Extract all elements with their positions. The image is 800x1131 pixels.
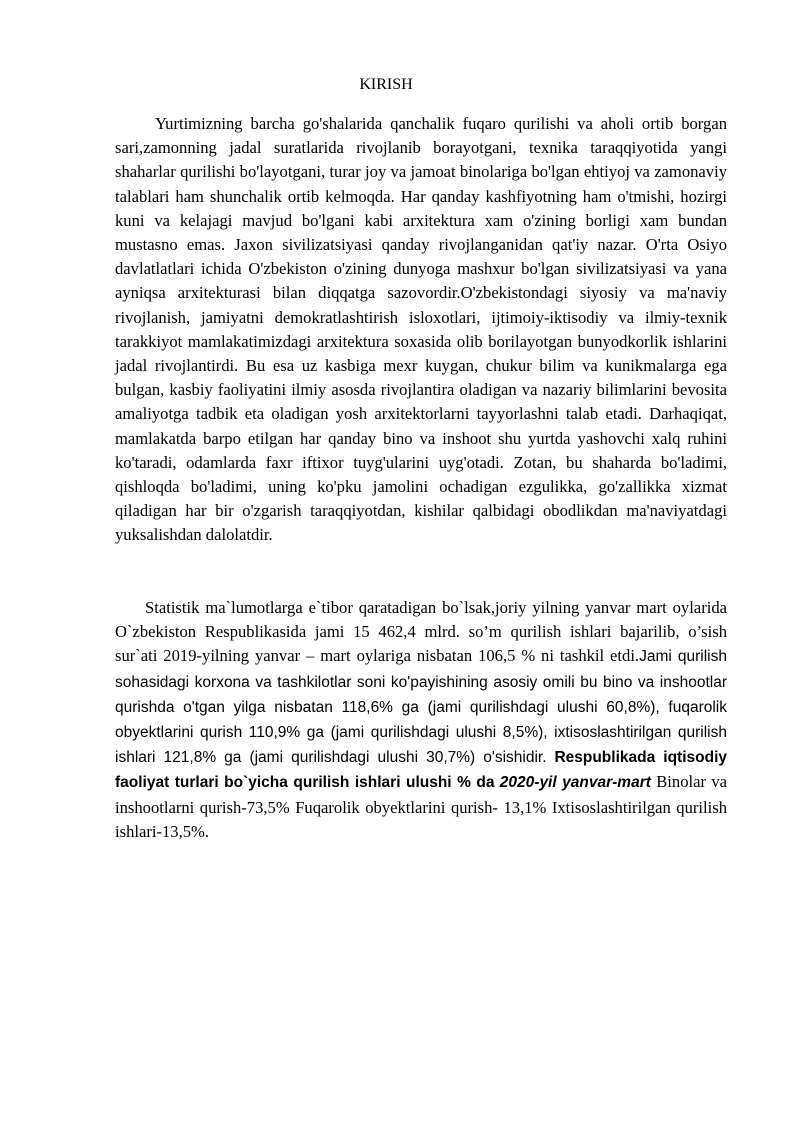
statistics-paragraph (115, 596, 727, 844)
statistics-text-intro: Statistik ma`lumotlarga e`tibor qaratadigan bo`lsak,joriy yilning yanvar mart oylarida O`zbekiston Respublikasida jami 15 462,4 mlrd. so’m qurilish ishlari bajarilib, o’sish sur`ati 2019-yilning yanvar – mart oylariga nisbatan 106,5 % ni tashkil etdi. (115, 598, 727, 666)
statistics-period: 2020-yil yanvar-mart (499, 774, 651, 792)
statistics-text-growth: Jami qurilish sohasidagi korxona va tashkilotlar soni ko'payishining asosiy omili bu bino va inshootlar qurishda o'tgan yilga nisbatan 118,6% ga (jami qurilishdagi ulushi 60,8%), fuqarolik obyektlarini qurish 110,9% ga (jami qurilishdagi ulushi 8,5%), ixtisoslashtirilgan qurilish ishlari 121,8% ga (jami qurilishdagi ulushi 30,7%) o'sishidir. (115, 648, 727, 767)
statistics-shares: Binolar va inshootlarni qurish-73,5% Fuqarolik obyektlarini qurish- 13,1% Ixtisoslashtirilgan qurilish ishlari-13,5%. (115, 772, 727, 841)
page-title: KIRISH (359, 76, 413, 93)
statistics-bold-heading: Respublikada iqtisodiy faoliyat turlari bo`yicha qurilish ishlari ulushi % da (115, 749, 727, 792)
intro-paragraph: Yurtimizning barcha go'shalarida qanchalik fuqaro qurilishi va aholi ortib borgan sari,zamonning jadal suratlarida rivojlanib borayotgani, texnika taraqqiyotida yangi shaharlar qurilishi bo'layotgani, turar joy va jamoat binolariga bo'lgan ehtiyoj va zamonaviy talablari ham shunchalik ortib kelmoqda. Har qanday kashfiyotning ham o'tmishi, hozirgi kuni va kelajagi mavjud bo'lgani kabi arxitektura xam o'zining borligi xam bundan mustasno emas. Jaxon sivilizatsiyasi qanday rivojlanganidan qat'iy nazar. O'rta Osiyo davlatlatlari ichida O'zbekiston o'zining dunyoga mashxur bo'lgan sivilizatsiyasi va yana ayniqsa arxitekturasi bilan diqqatga sazovordir.O'zbekistondagi siyosiy va ma'naviy rivojlanish, jamiyatni demokratlashtirish isloxotlari, ijtimoiy-iktisodiy va ilmiy-texnik tarakkiyot mamlakatimizdagi arxitektura soxasida olib borilayotgan bunyodkorlik ishlarini jadal rivojlantirdi. Bu esa uz kasbiga mexr kuygan, chukur bilim va kunikmalarga ega bulgan, kasbiy faoliyatini ilmiy asosda rivojlantira oladigan va nazariy bilimlarini bevosita amaliyotga tadbik eta oladigan yosh arxitektorlarni tayyorlashni talab etadi. Darhaqiqat, mamlakatda barpo etilgan har qanday bino va inshoot shu yurtda yashovchi xalq ruhini ko'taradi, odamlarda faxr iftixor tuyg'ularini uyg'otadi. Zotan, bu shaharda bo'ladimi, qishloqda bo'ladimi, uning ko'pku jamolini ochadigan ezgulikka, go'zallikka xizmat qiladigan har bir o'zgarish taraqqiyotdan, kishilar qalbidagi obodlikdan ma'naviyatdagi yuksalishdan dalolatdir. (115, 114, 727, 545)
